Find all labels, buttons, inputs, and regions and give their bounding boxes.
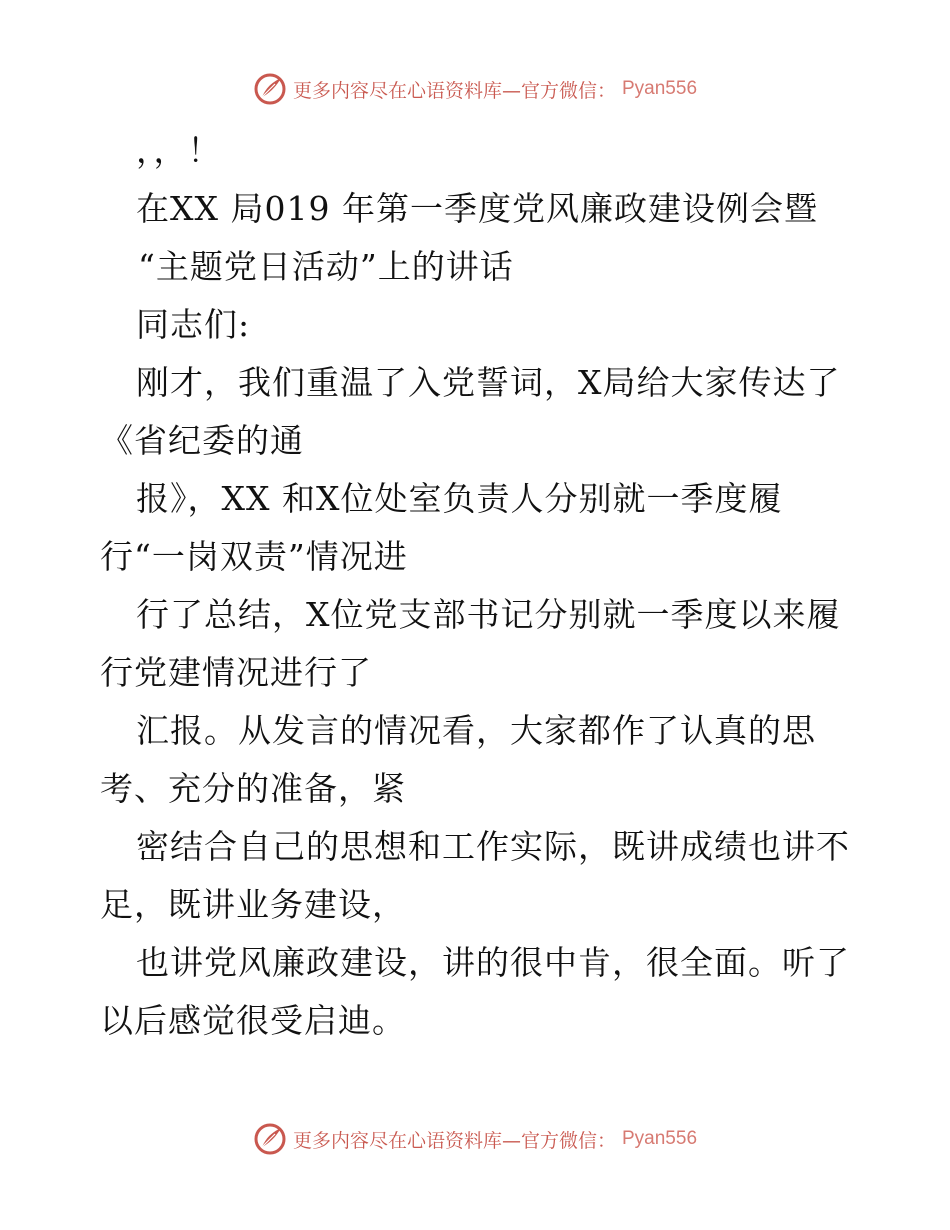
text-line: 也讲党风廉政建设，讲的很中肯，很全面。听了 [136,943,850,982]
text-line: 以后感觉很受启迪。 [100,1001,406,1040]
text-line: ，，！ [136,131,222,170]
watermark-id: Pyan556 [622,1128,698,1149]
header-watermark [0,72,950,106]
text-line: 考、充分的准备，紧 [100,769,406,808]
text-line: 行党建情况进行了 [100,653,372,692]
watermark-id: Pyan556 [622,78,698,99]
feather-logo-icon [253,1122,287,1156]
text-line: 汇报。从发言的情况看，大家都作了认真的思 [136,711,816,750]
document-body [100,122,880,1050]
text-line: 行了总结，X位党支部书记分别就一季度以来履 [136,595,841,634]
footer-watermark [0,1122,950,1156]
salutation: 同志们: [136,305,251,344]
text-line: 足，既讲业务建设， [100,885,406,924]
watermark-text: 更多内容尽在心语资料库—官方微信： [292,1129,616,1152]
text-line: 密结合自己的思想和工作实际，既讲成绩也讲不 [136,827,850,866]
text-line: 刚才，我们重温了入党誓词，X局给大家传达了 [136,363,841,402]
text-line: 《省纪委的通 [100,421,304,460]
watermark-text: 更多内容尽在心语资料库—官方微信： [292,79,616,102]
document-title-line-2: “主题党日活动”上的讲话 [138,247,514,286]
text-line: 行“一岗双责”情况进 [100,537,408,576]
text-line: 报》，XX 和X位处室负责人分别就一季度履 [136,479,783,518]
document-title-line-1: 在XX 局019 年第一季度党风廉政建设例会暨 [136,189,818,228]
feather-logo-icon [253,72,287,106]
